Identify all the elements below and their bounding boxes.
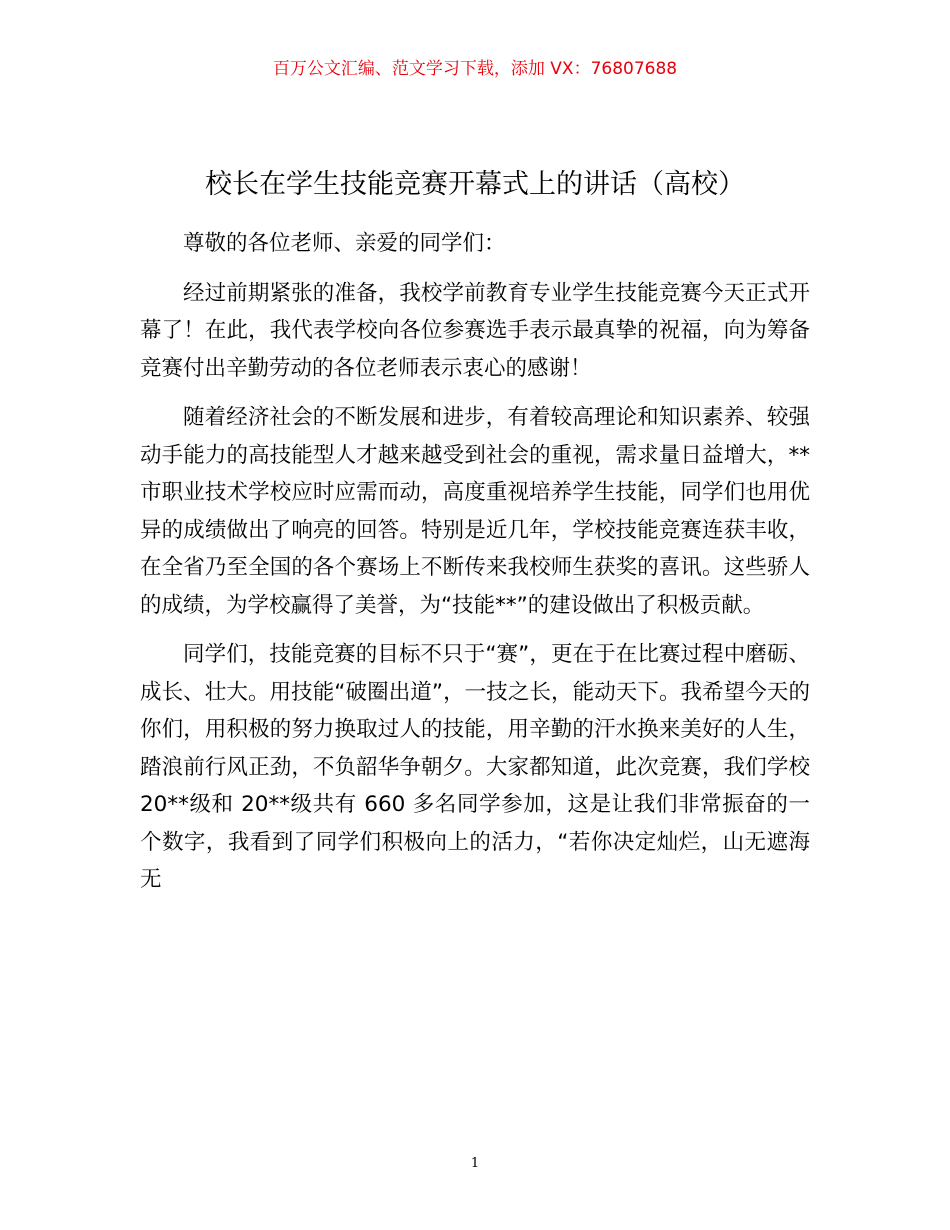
paragraph: 同学们，技能竞赛的目标不只于“赛”，更在于在比赛过程中磨砺、成长、壮大。用技能“破圈出道”，一技之长，能动天下。我希望今天的你们，用积极的努力换取过人的技能，用辛勤的汗水换来美好的人生，踏浪前行风正劲，不负韶华争朝夕。大家都知道，此次竞赛，我们学校 20**级和 20**级共有 660 多名同学参加，这是让我们非常振奋的一个数字，我看到了同学们积极向上的活力，“若你决定灿烂，山无遮海无: [140, 642, 810, 892]
paragraph: 随着经济社会的不断发展和进步，有着较高理论和知识素养、较强动手能力的高技能型人才越来越受到社会的重视，需求量日益增大，**市职业技术学校应时应需而动，高度重视培养学生技能，同学们也用优异的成绩做出了响亮的回答。特别是近几年，学校技能竞赛连获丰收，在全省乃至全国的各个赛场上不断传来我校师生获奖的喜讯。这些骄人的成绩，为学校赢得了美誉，为“技能**”的建设做出了积极贡献。: [140, 405, 810, 618]
header-banner: 百万公文汇编、范文学习下载，添加 VX：76807688: [272, 59, 678, 79]
page-number: 1: [470, 1156, 480, 1171]
document-title: 校长在学生技能竞赛开幕式上的讲话（高校）: [205, 169, 745, 200]
paragraph: 经过前期紧张的准备，我校学前教育专业学生技能竞赛今天正式开幕了！在此，我代表学校向各位参赛选手表示最真挚的祝福，向为筹备竞赛付出辛勤劳动的各位老师表示衷心的感谢！: [140, 280, 810, 381]
document-body: [140, 225, 810, 911]
greeting: 尊敬的各位老师、亲爱的同学们：: [183, 231, 506, 256]
